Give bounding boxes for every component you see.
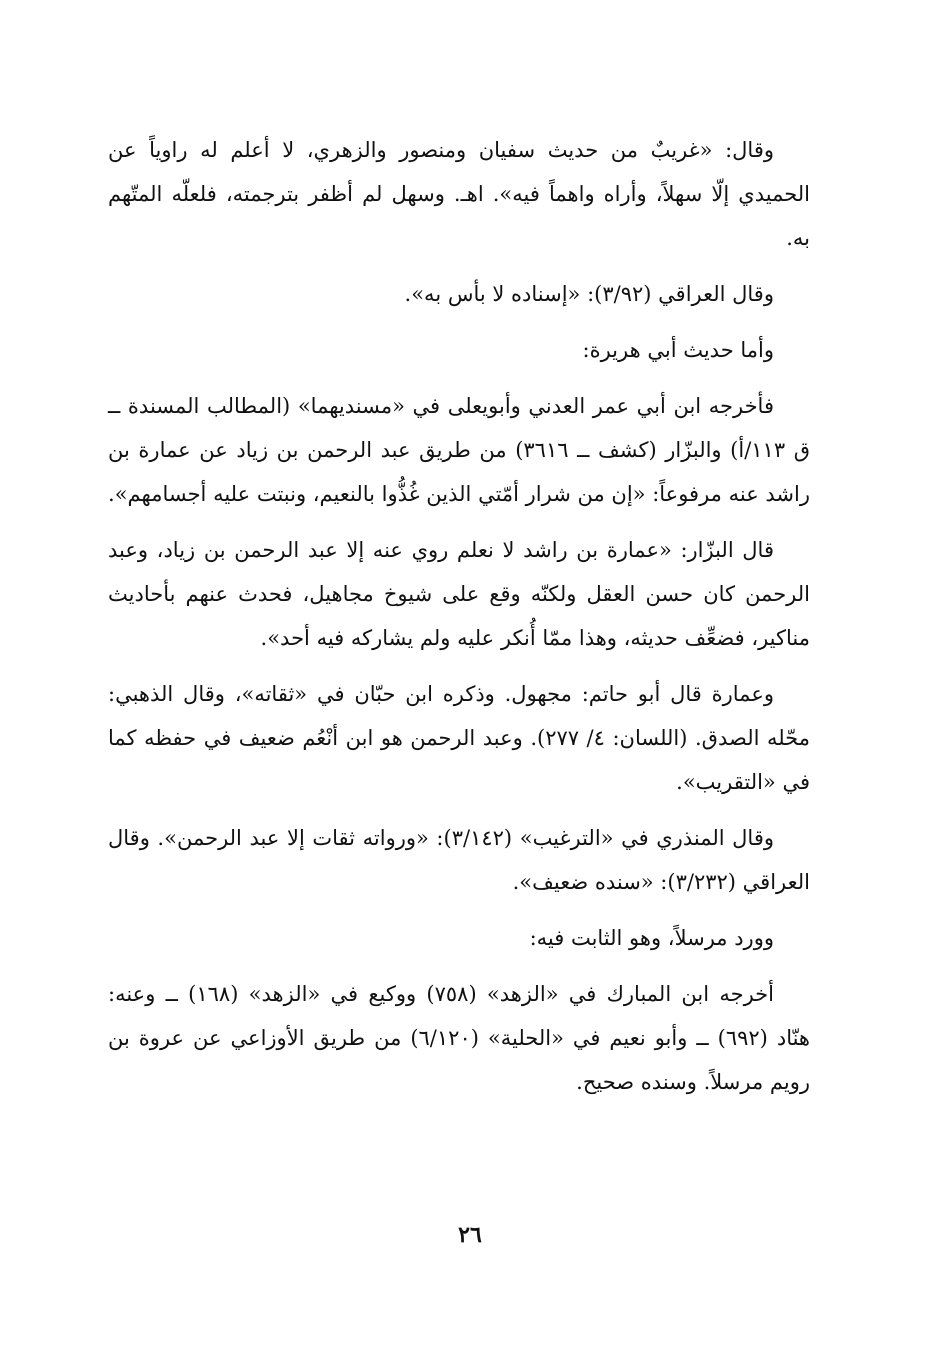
paragraph: وقال: «غريبٌ من حديث سفيان ومنصور والزهري، لا أعلم له راوياً عن الحميدي إلّا سهلاً، وأراه واهماً فيه». اهـ. وسهل لم أظفر بترجمته، فلعلّه المتّهم به. bbox=[108, 138, 810, 250]
paragraph: وورد مرسلاً، وهو الثابت فيه: bbox=[529, 926, 774, 950]
paragraph: قال البزّار: «عمارة بن راشد لا نعلم روي عنه إلا عبد الرحمن بن زياد، وعبد الرحمن كان حسن العقل ولكنّه وقع على شيوخ مجاهيل، فحدث عنهم بأحاديث مناكير، فضعِّف حديثه، وهذا ممّا أُنكر عليه ولم يشاركه فيه أحد». bbox=[108, 538, 810, 650]
paragraph: أخرجه ابن المبارك في «الزهد» (٧٥٨) ووكيع في «الزهد» (١٦٨) ــ وعنه: هنّاد (٦٩٢) ــ وأبو نعيم في «الحلية» (٦/١٢٠) من طريق الأوزاعي عن عروة بن رويم مرسلاً. وسنده صحيح. bbox=[108, 982, 811, 1094]
paragraph: وقال المنذري في «الترغيب» (٣/١٤٢): «ورواته ثقات إلا عبد الرحمن». وقال العراقي (٣/٢٣٢): «سنده ضعيف». bbox=[108, 826, 810, 894]
paragraph: وقال العراقي (٣/٩٢): «إسناده لا بأس به». bbox=[404, 282, 774, 306]
paragraph: وأما حديث أبي هريرة: bbox=[582, 338, 774, 362]
paragraph: فأخرجه ابن أبي عمر العدني وأبويعلى في «مسنديهما» (المطالب المسندة ــ ق ١١٣/أ) والبزّار (كشف ــ ٣٦١٦) من طريق عبد الرحمن بن زياد عن عمارة بن راشد عنه مرفوعاً: «إن من شرار أمّتي الذين غُذُّوا بالنعيم، ونبتت عليه أجسامهم». bbox=[108, 394, 810, 506]
page-number: ٢٦ bbox=[458, 1222, 482, 1248]
body-text bbox=[108, 128, 810, 1116]
paragraph: وعمارة قال أبو حاتم: مجهول. وذكره ابن حبّان في «ثقاته»، وقال الذهبي: محّله الصدق. (اللسان: ٤/ ٢٧٧). وعبد الرحمن هو ابن أنْعُم ضعيف في حفظه كما في «التقريب». bbox=[108, 682, 810, 794]
